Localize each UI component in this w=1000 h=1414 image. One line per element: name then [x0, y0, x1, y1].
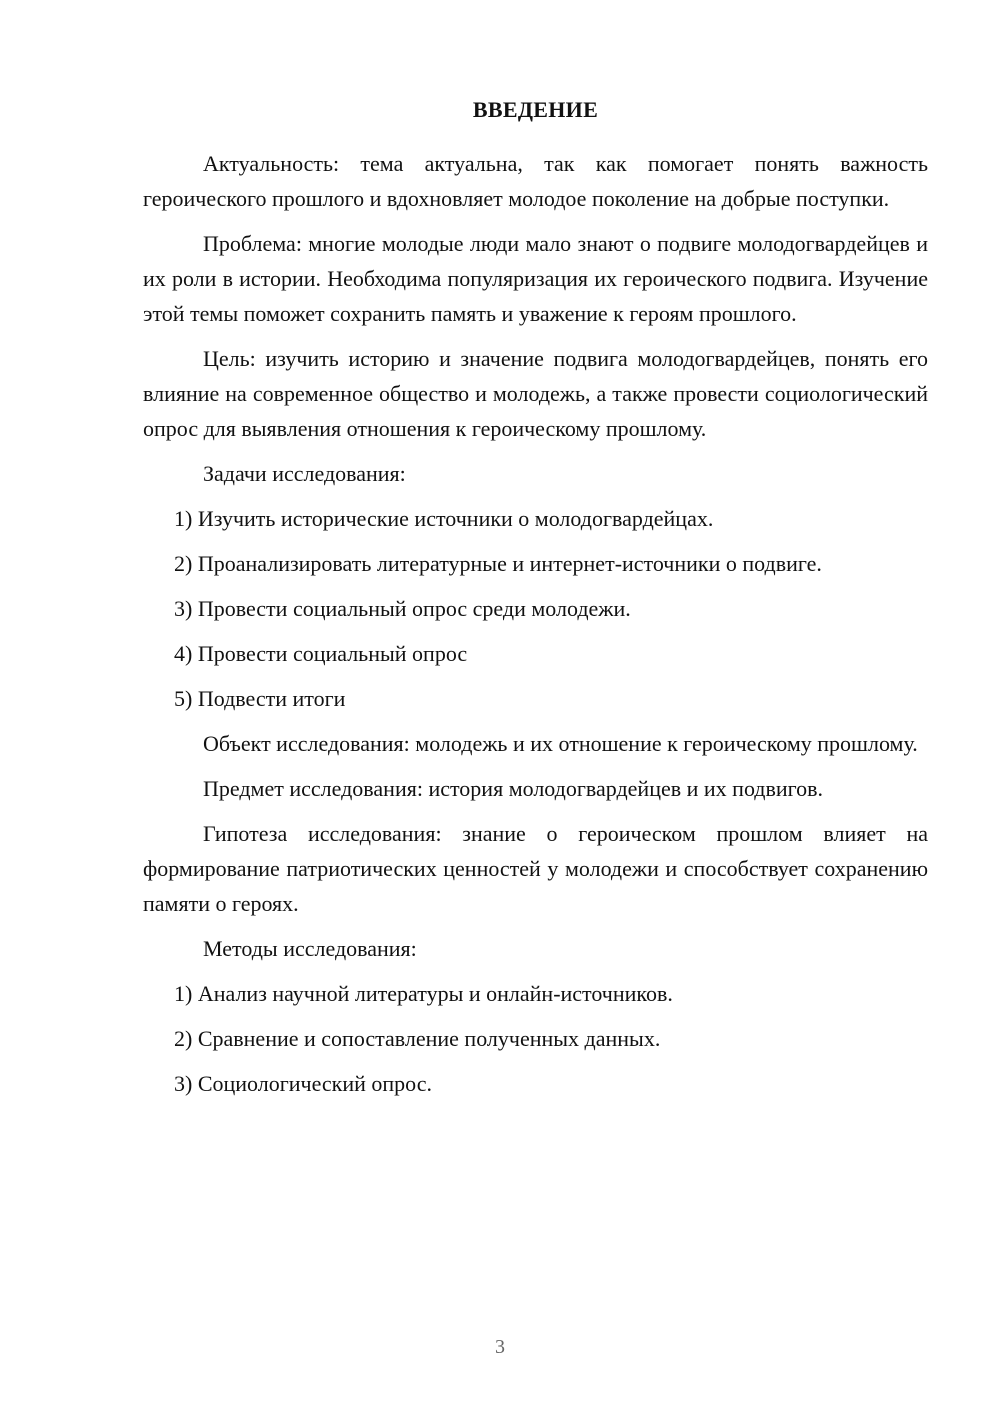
problem-paragraph: Проблема: многие молодые люди мало знают о подвиге молодогвардейцев и их роли в истории. Необходима популяризация их героического подвига. Изучение этой темы поможет сохранить память и уважение к героям прошлого. [143, 231, 928, 326]
tasks-heading: Задачи исследования: [203, 461, 406, 486]
task-item: 1) Изучить исторические источники о молодогвардейцах. [174, 506, 714, 531]
section-title: ВВЕДЕНИЕ [472, 97, 599, 122]
method-item: 2) Сравнение и сопоставление полученных данных. [174, 1026, 661, 1051]
method-item: 3) Социологический опрос. [174, 1071, 432, 1096]
task-item: 5) Подвести итоги [174, 686, 346, 711]
methods-heading: Методы исследования: [203, 936, 417, 961]
hypothesis-paragraph: Гипотеза исследования: знание о героическом прошлом влияет на формирование патриотических ценностей у молодежи и способствует сохранению памяти о героях. [143, 821, 928, 916]
task-item: 3) Провести социальный опрос среди молодежи. [174, 596, 631, 621]
document-page [143, 95, 928, 1111]
goal-paragraph: Цель: изучить историю и значение подвига молодогвардейцев, понять его влияние на современное общество и молодежь, а также провести социологический опрос для выявления отношения к героическому прошлому. [143, 346, 928, 441]
method-item: 1) Анализ научной литературы и онлайн-источников. [174, 981, 673, 1006]
task-item: 2) Проанализировать литературные и интернет-источники о подвиге. [174, 551, 822, 576]
object-paragraph: Объект исследования: молодежь и их отношение к героическому прошлому. [203, 731, 918, 756]
task-item: 4) Провести социальный опрос [174, 641, 468, 666]
subject-paragraph: Предмет исследования: история молодогвардейцев и их подвигов. [203, 776, 824, 801]
page-number: 3 [495, 1336, 505, 1358]
relevance-paragraph: Актуальность: тема актуальна, так как помогает понять важность героического прошлого и вдохновляет молодое поколение на добрые поступки. [143, 151, 928, 211]
